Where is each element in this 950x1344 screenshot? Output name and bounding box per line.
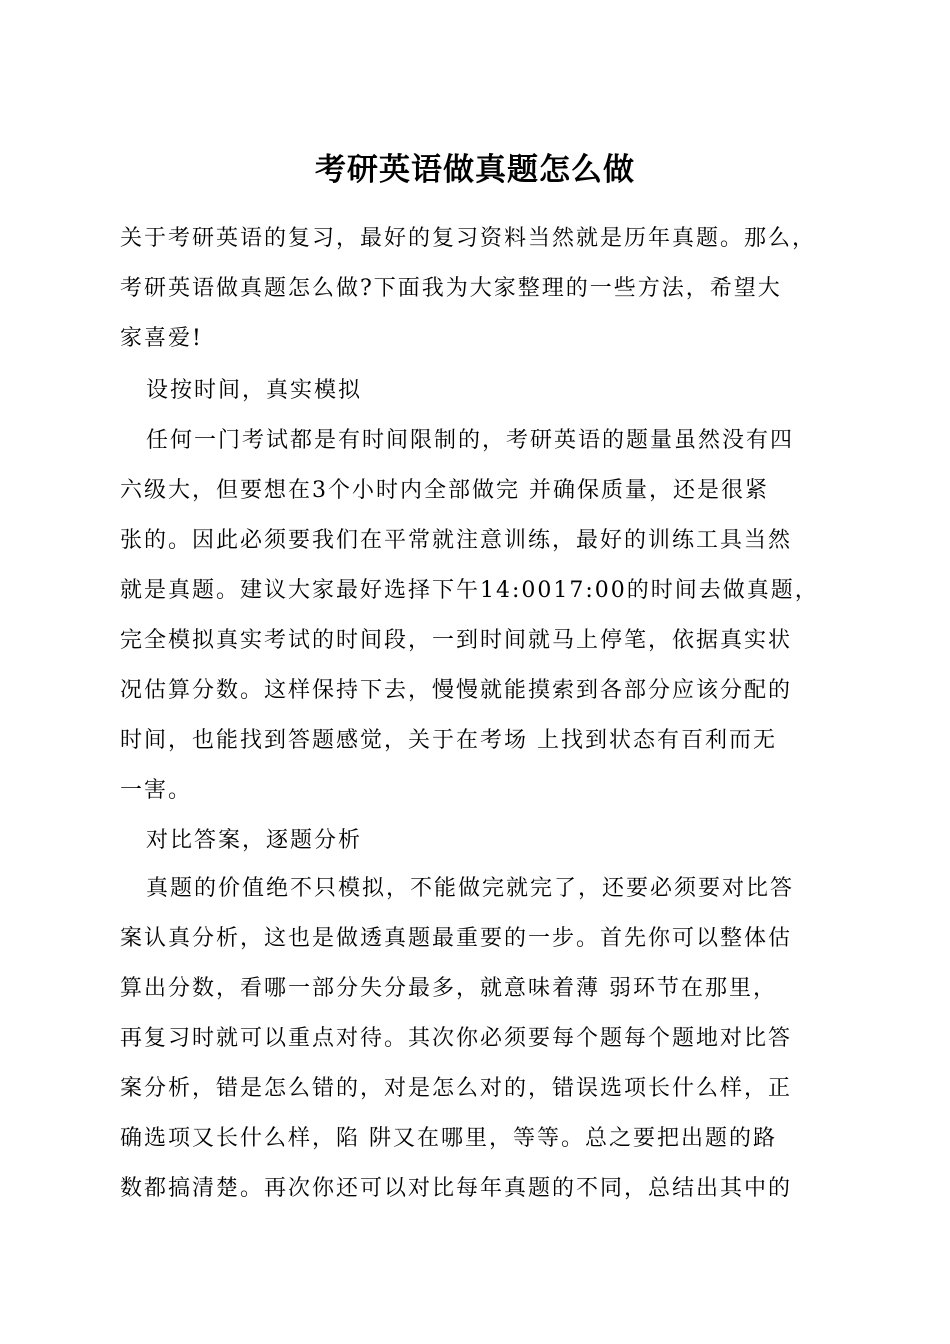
paragraph-line: 案分析，错是怎么错的，对是怎么对的，错误选项长什么样，正 <box>120 1076 793 1101</box>
paragraph-line: 真题的价值绝不只模拟，不能做完就完了，还要必须要对比答 <box>146 876 795 901</box>
paragraph-line: 张的。因此必须要我们在平常就注意训练，最好的训练工具当然 <box>120 528 793 553</box>
section-heading: 设按时间，真实模拟 <box>146 378 363 403</box>
paragraph-line: 家喜爱! <box>120 326 203 351</box>
paragraph-line: 案认真分析，这也是做透真题最重要的一步。首先你可以整体估 <box>120 926 793 951</box>
paragraph-line: 时间，也能找到答题感觉，关于在考场 上找到状态有百利而无 <box>120 728 777 753</box>
paragraph-line: 再复习时就可以重点对待。其次你必须要每个题每个题地对比答 <box>120 1026 793 1051</box>
paragraph-line: 关于考研英语的复习，最好的复习资料当然就是历年真题。那么， <box>120 226 817 251</box>
paragraph-line: 六级大，但要想在3个小时内全部做完 并确保质量，还是很紧 <box>120 478 769 503</box>
paragraph-line: 数都搞清楚。再次你还可以对比每年真题的不同，总结出其中的 <box>120 1176 793 1201</box>
paragraph-line: 算出分数，看哪一部分失分最多，就意味着薄 弱环节在那里， <box>120 976 777 1001</box>
paragraph-line: 确选项又长什么样，陷 阱又在哪里，等等。总之要把出题的路 <box>120 1126 777 1151</box>
paragraph-line: 任何一门考试都是有时间限制的，考研英语的题量虽然没有四 <box>146 428 795 453</box>
section-heading: 对比答案，逐题分析 <box>146 828 363 853</box>
paragraph-line: 考研英语做真题怎么做?下面我为大家整理的一些方法，希望大 <box>120 276 782 301</box>
document-title: 考研英语做真题怎么做 <box>315 152 635 188</box>
paragraph-line: 就是真题。建议大家最好选择下午14:0017:00的时间去做真题， <box>120 578 819 603</box>
paragraph-line: 一害。 <box>120 778 193 803</box>
paragraph-line: 完全模拟真实考试的时间段，一到时间就马上停笔，依据真实状 <box>120 628 793 653</box>
paragraph-line: 况估算分数。这样保持下去，慢慢就能摸索到各部分应该分配的 <box>120 678 793 703</box>
